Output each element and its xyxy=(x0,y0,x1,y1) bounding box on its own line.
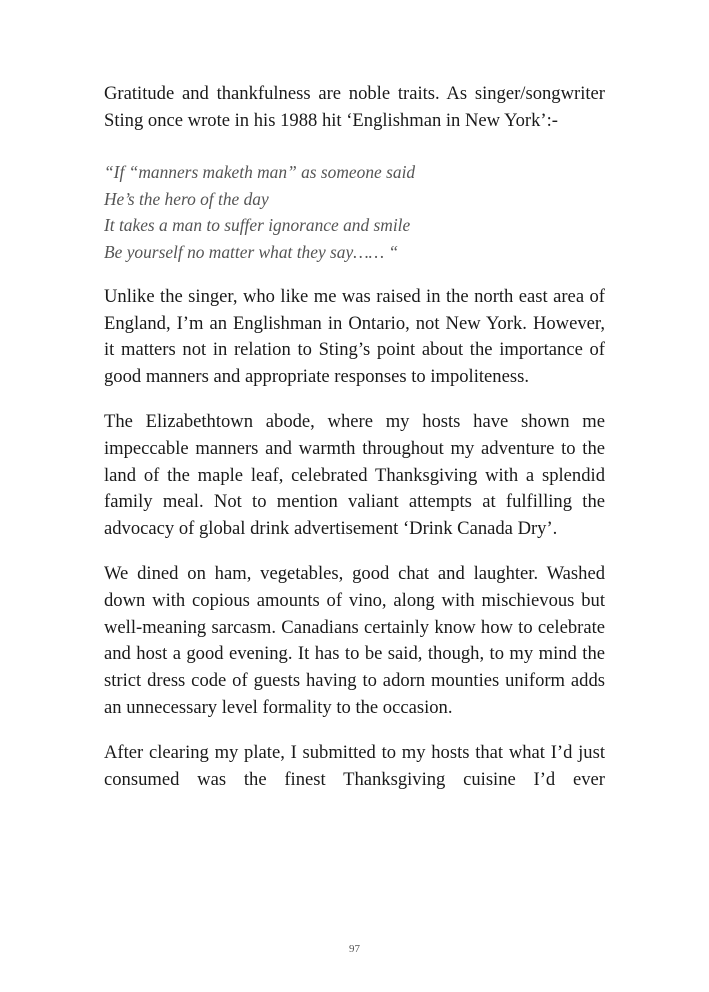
body-paragraph: Unlike the singer, who like me was raised in the north east area of England, I’m an Englishman in Ontario, not New York. However, it matters not in relation to Sting’s point about the importance of good manners and appropriate responses to impoliteness. xyxy=(104,286,605,388)
page-number: 97 xyxy=(349,943,360,955)
intro-paragraph: Gratitude and thankfulness are noble traits. As singer/songwriter Sting once wrote in his 1988 hit ‘Englishman in New York’:- xyxy=(104,83,605,131)
body-paragraph: We dined on ham, vegetables, good chat and laughter. Washed down with copious amounts of vino, along with mischievous but well-meaning sarcasm. Canadians certainly know how to celebrate and host a good evening. It has to be said, though, to my mind the strict dress code of guests having to adorn mounties uniform adds an unnecessary level formality to the occasion. xyxy=(104,563,605,718)
quote-line: It takes a man to suffer ignorance and smile xyxy=(104,215,411,236)
body-paragraph: The Elizabethtown abode, where my hosts have shown me impeccable manners and warmth throughout my adventure to the land of the maple leaf, celebrated Thanksgiving with a splendid family meal. Not to mention valiant attempts at fulfilling the advocacy of global drink advertisement ‘Drink Canada Dry’. xyxy=(104,411,605,540)
document-page xyxy=(104,81,605,793)
quote-line: “If “manners maketh man” as someone said xyxy=(104,162,416,183)
body-paragraph-continued: After clearing my plate, I submitted to my hosts that what I’d just consumed was the finest Thanksgiving cuisine I’d ever xyxy=(104,742,605,790)
song-lyrics-quote xyxy=(104,159,605,265)
quote-line: Be yourself no matter what they say…… “ xyxy=(104,241,399,262)
quote-line: He’s the hero of the day xyxy=(104,188,269,209)
